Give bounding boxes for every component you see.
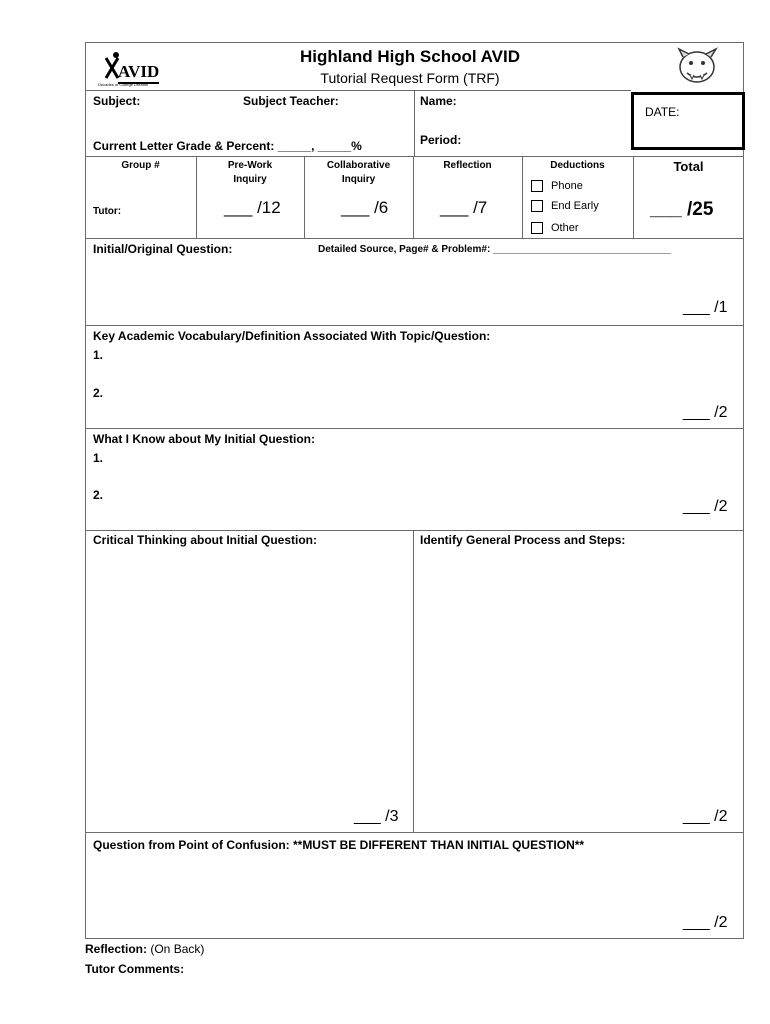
logo-text: AVID	[118, 62, 159, 84]
initial-question-label: Initial/Original Question:	[93, 242, 233, 256]
confusion-label: Question from Point of Confusion: **MUST BE DIFFERENT THAN INITIAL QUESTION**	[93, 838, 585, 852]
tutor-label: Tutor:	[93, 206, 122, 217]
subject-label: Subject:	[93, 94, 141, 108]
detailed-source-label: Detailed Source, Page# & Problem#: ________________________________	[318, 244, 672, 255]
reflection-footer-note: (On Back)	[147, 942, 205, 956]
vocab-item-1: 1.	[93, 348, 104, 362]
reflection-label: Reflection	[443, 160, 492, 171]
deduction-phone[interactable]: Phone	[531, 176, 583, 196]
critical-thinking-label: Critical Thinking about Initial Question:	[93, 533, 318, 547]
vocab-score[interactable]: ___ /2	[683, 404, 728, 421]
process-score[interactable]: ___ /2	[683, 808, 728, 825]
bulldog-mascot-image	[675, 45, 720, 87]
process-label: Identify General Process and Steps:	[420, 533, 626, 547]
initial-question-score[interactable]: ___ /1	[683, 299, 728, 316]
group-label: Group #	[121, 160, 160, 171]
know-score[interactable]: ___ /2	[683, 498, 728, 515]
subject-teacher-label: Subject Teacher:	[243, 94, 339, 108]
logo-tagline: Decades of College Dreams	[98, 82, 149, 87]
avid-logo	[96, 48, 176, 90]
reflection-footer	[85, 942, 204, 956]
trf-form	[85, 42, 744, 939]
know-label: What I Know about My Initial Question:	[93, 432, 315, 446]
prework-score[interactable]: ___ /12	[224, 198, 281, 217]
other-checkbox[interactable]	[531, 222, 543, 234]
name-label: Name:	[420, 94, 457, 108]
vocab-label: Key Academic Vocabulary/Definition Associated With Topic/Question:	[93, 329, 491, 343]
form-subtitle: Tutorial Request Form (TRF)	[320, 70, 500, 86]
form-title: Highland High School AVID	[299, 47, 521, 66]
confusion-score[interactable]: ___ /2	[683, 914, 728, 931]
period-label: Period:	[420, 133, 462, 147]
critical-thinking-score[interactable]: ___ /3	[354, 808, 399, 825]
phone-checkbox[interactable]	[531, 180, 543, 192]
collab-label: Collaborative Inquiry	[326, 160, 391, 185]
know-item-2: 2.	[93, 488, 104, 502]
deduction-end-early[interactable]: End Early	[531, 196, 599, 216]
collab-score[interactable]: ___ /6	[341, 198, 389, 217]
end-early-checkbox[interactable]	[531, 200, 543, 212]
know-item-1: 1.	[93, 451, 104, 465]
deduction-other[interactable]: Other	[531, 218, 579, 238]
reflection-footer-label: Reflection:	[85, 942, 148, 956]
total-score[interactable]: ___ /25	[650, 199, 714, 220]
tutor-comments-label: Tutor Comments:	[85, 962, 185, 976]
prework-label: Pre-Work Inquiry	[227, 160, 273, 185]
total-label: Total	[673, 159, 704, 174]
date-box[interactable]	[631, 92, 745, 150]
grade-percent-label: Current Letter Grade & Percent: _____, _____%	[93, 139, 362, 153]
reflection-score[interactable]: ___ /7	[440, 198, 488, 217]
date-label: DATE:	[645, 105, 680, 119]
deductions-label: Deductions	[550, 160, 605, 171]
vocab-item-2: 2.	[93, 386, 104, 400]
